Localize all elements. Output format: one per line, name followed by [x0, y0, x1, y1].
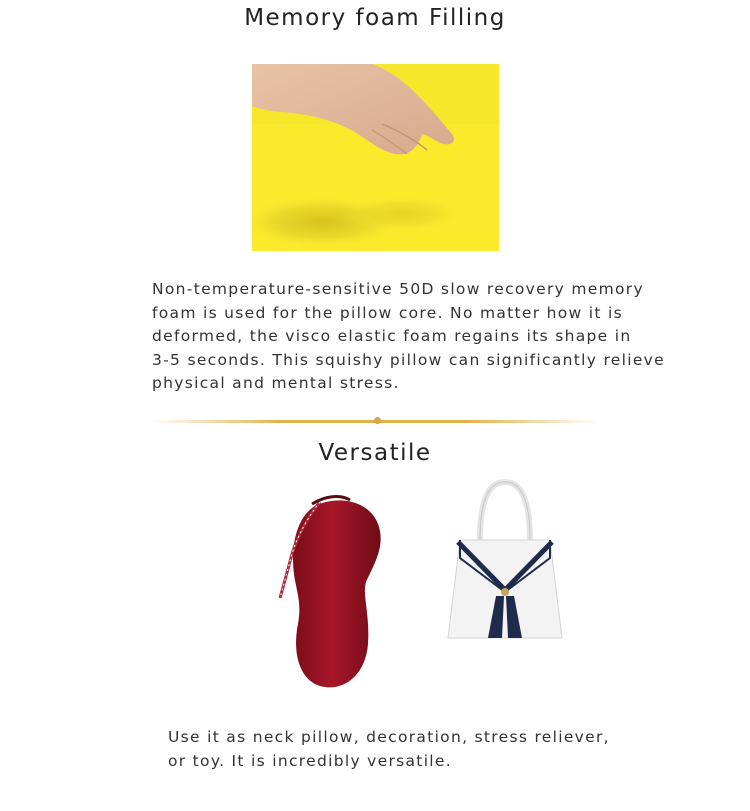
divider-dot [374, 417, 381, 424]
versatile-title: Versatile [318, 440, 432, 466]
hand-pressing-foam-image [252, 64, 499, 251]
versatile-description: Use it as neck pillow, decoration, stress reliever, or toy. It is incredibly versatile. [168, 728, 610, 770]
red-peanut-pillow-image [270, 494, 400, 694]
memory-foam-title: Memory foam Filling [244, 5, 506, 31]
memory-foam-description: Non-temperature-sensitive 50D slow recovery memory foam is used for the pillow core. No matter how it is deformed, the visco elastic foam regains its shape in 3-5 seconds. This squishy pillow can significantly relieve physical and mental stress. [152, 280, 665, 392]
white-handbag-pillow-image [440, 478, 570, 648]
